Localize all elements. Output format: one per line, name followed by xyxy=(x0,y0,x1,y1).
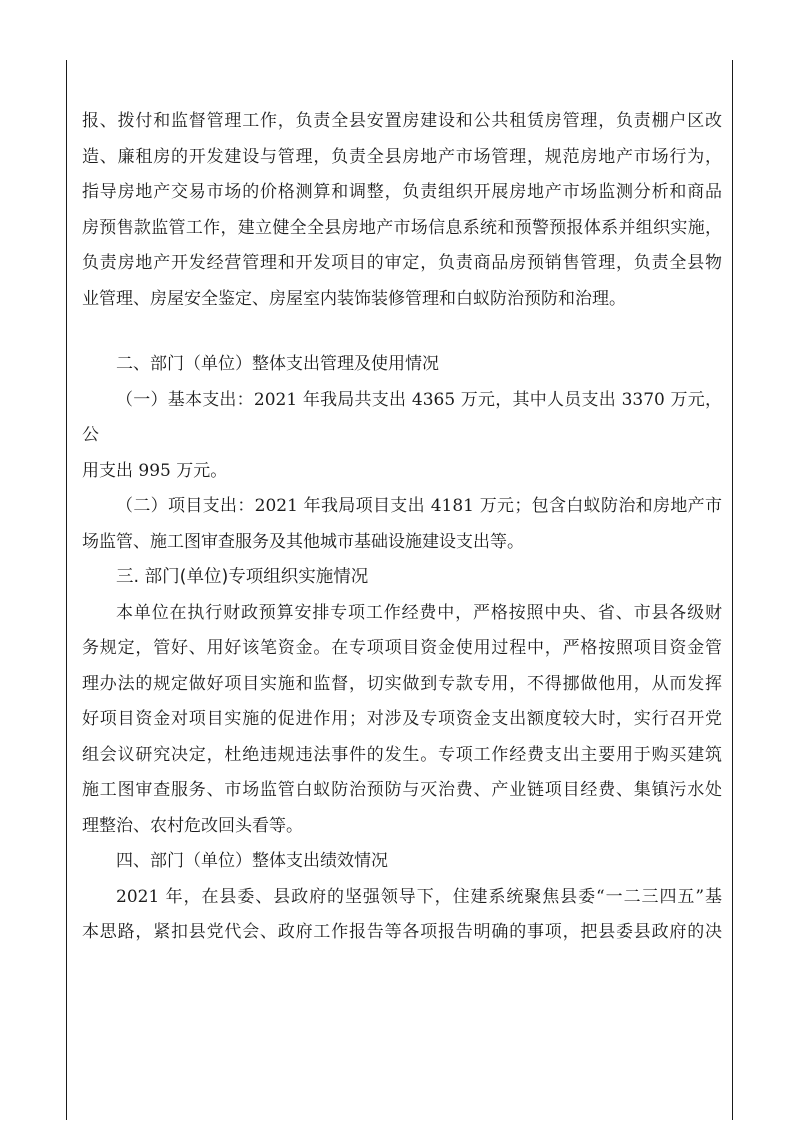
text-line: 负责房地产开发经营管理和开发项目的审定，负责商品房预销售管理，负责全县物 xyxy=(82,253,722,273)
text-line: 务规定，管好、用好该笔资金。在专项项目资金使用过程中，严格按照项目资金管 xyxy=(82,638,722,658)
text-line: 业管理、房屋安全鉴定、房屋室内装饰装修管理和白蚁防治预防和治理。 xyxy=(82,288,626,309)
text-line: 房预售款监管工作，建立健全全县房地产市场信息系统和预警预报体系并组织实施， xyxy=(82,217,722,238)
text-line: 施工图审查服务、市场监管白蚁防治预防与灭治费、产业链项目经费、集镇污水处 xyxy=(82,780,722,800)
section-4-paragraph xyxy=(82,880,722,951)
text-line: 理办法的规定做好项目实施和监督，切实做到专款专用，不得挪做他用，从而发挥 xyxy=(82,673,722,694)
text-line: 报、拨付和监督管理工作，负责全县安置房建设和公共租赁房管理，负责棚户区改 xyxy=(82,111,722,131)
section-4-title: 四、部门（单位）整体支出绩效情况 xyxy=(116,851,388,871)
text-line: 指导房地产交易市场的价格测算和调整，负责组织开展房地产市场监测分析和商品 xyxy=(82,182,722,202)
project-expense-line: 场监管、施工图审查服务及其他城市基础设施建设支出等。 xyxy=(82,531,524,552)
section-3-title: 三. 部门(单位)专项组织实施情况 xyxy=(116,567,369,587)
section-3-paragraph xyxy=(82,596,722,845)
intro-paragraph xyxy=(82,104,722,317)
text-line: 本思路，紧扣县党代会、政府工作报告等各项报告明确的事项，把县委县政府的决 xyxy=(82,922,722,942)
document-body xyxy=(82,104,722,951)
basic-expense-line: 用支出 995 万元。 xyxy=(82,460,228,481)
text-line: 2021 年，在县委、县政府的坚强领导下，住建系统聚焦县委“一二三四五”基 xyxy=(116,886,722,907)
text-line: 好项目资金对项目实施的促进作用；对涉及专项资金支出额度较大时，实行召开党 xyxy=(82,709,722,729)
project-expense-line: （二）项目支出：2021 年我局项目支出 4181 万元；包含白蚁防治和房地产市 xyxy=(116,496,722,516)
text-line: 本单位在执行财政预算安排专项工作经费中，严格按照中央、省、市县各级财 xyxy=(116,602,722,623)
basic-expense-line: （一）基本支出：2021 年我局共支出 4365 万元，其中人员支出 3370 万元，公 xyxy=(82,389,722,445)
text-line: 组会议研究决定，杜绝违规违法事件的发生。专项工作经费支出主要用于购买建筑 xyxy=(82,744,722,765)
spacer xyxy=(82,317,722,347)
section-2-title: 二、部门（单位）整体支出管理及使用情况 xyxy=(116,354,439,374)
text-line: 理整治、农村危改回头看等。 xyxy=(82,815,303,836)
text-line: 造、廉租房的开发建设与管理，负责全县房地产市场管理，规范房地产市场行为， xyxy=(82,146,722,167)
